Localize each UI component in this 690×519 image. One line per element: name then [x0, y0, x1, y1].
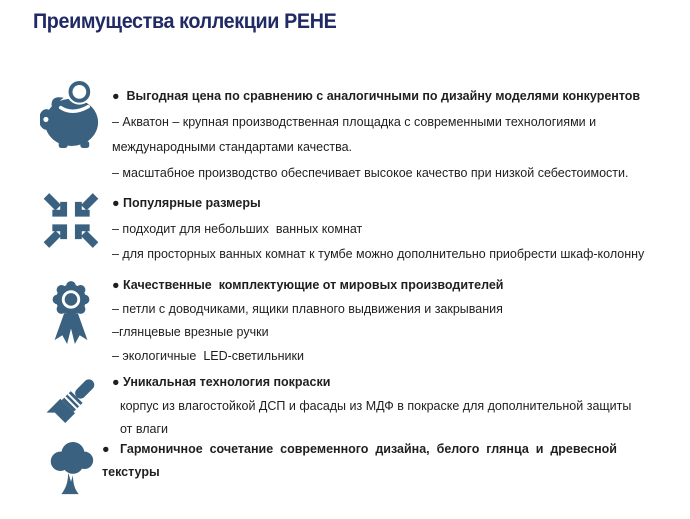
advantage-text-line: международными стандартами качества. [112, 140, 353, 154]
advantage-text-line: – масштабное производство обеспечивает высокое качество при низкой себестоимости. [112, 165, 629, 180]
piggy-bank-icon [40, 78, 103, 149]
advantage-heading: ● Выгодная цена по сравнению с аналогичными по дизайну моделями конкурентов [112, 89, 641, 103]
advantage-heading: ● Гармоничное сочетание современного дизайна, белого глянца и древесной [102, 442, 617, 456]
advantage-heading: ● Качественные комплектующие от мировых производителей [112, 278, 504, 292]
paintbrush-icon [44, 374, 99, 429]
compress-arrows-icon [42, 193, 100, 248]
advantage-text-line: – экологичные LED-светильники [112, 348, 304, 363]
advantage-text-block [112, 371, 678, 442]
advantage-text-line: –глянцевые врезные ручки [112, 325, 269, 339]
advantage-section-painting [30, 371, 678, 442]
advantage-text-line: от влаги [120, 422, 169, 436]
advantage-text-line: – петли с доводчиками, ящики плавного выдвижения и закрывания [112, 301, 503, 316]
tree-icon [44, 440, 98, 500]
icon-column [30, 78, 112, 149]
page-title: Преимущества коллекции РЕНЕ [33, 10, 337, 33]
advantage-section-price [30, 78, 678, 186]
advantage-text-block [112, 84, 678, 186]
advantage-text-line: – Акватон – крупная производственная площадка с современными технологиями и [112, 114, 597, 129]
advantage-heading: ● Популярные размеры [112, 196, 261, 210]
icon-column [30, 191, 112, 248]
advantage-section-sizes [30, 191, 678, 268]
advantage-text-line: – для просторных ванных комнат к тумбе можно дополнительно приобрести шкаф-колонну [112, 247, 645, 261]
advantage-text-block [102, 438, 678, 484]
advantage-section-design [30, 438, 678, 500]
award-medal-icon [41, 276, 101, 350]
advantage-text-line: корпус из влагостойкой ДСП и фасады из МДФ в покраске для дополнительной защиты [120, 398, 632, 413]
advantage-section-components [30, 274, 678, 368]
icon-column [30, 371, 112, 429]
advantage-heading-continued: текстуры [102, 465, 160, 479]
advantage-text-block [112, 191, 678, 268]
icon-column [30, 438, 112, 500]
advantage-text-line: – подходит для небольших ванных комнат [112, 221, 363, 236]
advantage-heading: ● Уникальная технология покраски [112, 375, 331, 389]
advantage-text-block [112, 274, 678, 368]
icon-column [30, 274, 112, 350]
